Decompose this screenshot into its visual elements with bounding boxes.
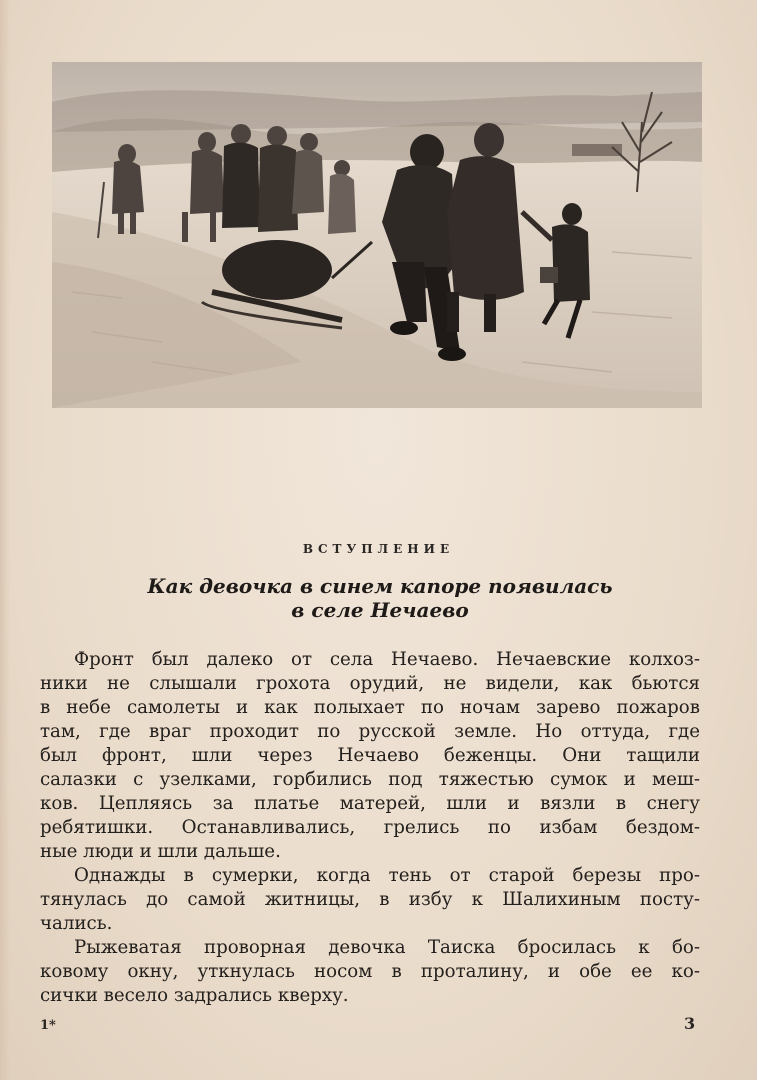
- text-line: Однажды в сумерки, когда тень от старой березы про-: [74, 865, 700, 886]
- paragraph-1: [40, 648, 700, 864]
- text-line: ники не слышали грохота орудий, не видели, как бьются: [40, 673, 700, 694]
- text-line: ков. Цепляясь за платье матерей, шли и вязли в снегу: [40, 793, 700, 814]
- chapter-title-line-1: Как девочка в синем капоре появилась: [147, 574, 613, 598]
- text-line: там, где враг проходит по русской земле. Но оттуда, где: [40, 721, 700, 742]
- page-number: 3: [684, 1014, 696, 1033]
- chapter-title-line-2: в селе Нечаево: [291, 598, 469, 622]
- text-line: Рыжеватая проворная девочка Таиска бросилась к бо-: [74, 937, 700, 958]
- text-line: в небе самолеты и как полыхает по ночам зарево пожаров: [40, 697, 700, 718]
- illustration-refugees-in-snow: [52, 62, 702, 408]
- paragraph-3: [40, 936, 700, 1008]
- chapter-title: [60, 574, 700, 622]
- text-line: чались.: [40, 913, 113, 934]
- text-line: ковому окну, уткнулась носом в проталину, и обе ее ко-: [40, 961, 700, 982]
- text-line: салазки с узелками, горбились под тяжестью сумок и меш-: [40, 769, 700, 790]
- text-line: сички весело задрались кверху.: [40, 985, 349, 1006]
- text-line: ные люди и шли дальше.: [40, 841, 281, 862]
- text-line: тянулась до самой житницы, в избу к Шалихиным посту-: [40, 889, 700, 910]
- text-line: ребятишки. Останавливались, грелись по избам бездом-: [40, 817, 700, 838]
- text-line: Фронт был далеко от села Нечаево. Нечаевские колхоз-: [74, 649, 700, 670]
- paragraph-2: [40, 864, 700, 936]
- text-line: был фронт, шли через Нечаево беженцы. Они тащили: [40, 745, 700, 766]
- signature-mark: 1*: [40, 1018, 56, 1033]
- section-label: ВСТУПЛЕНИЕ: [302, 542, 455, 556]
- body-text: [40, 648, 700, 1008]
- page-edge-shadow: [0, 0, 10, 1080]
